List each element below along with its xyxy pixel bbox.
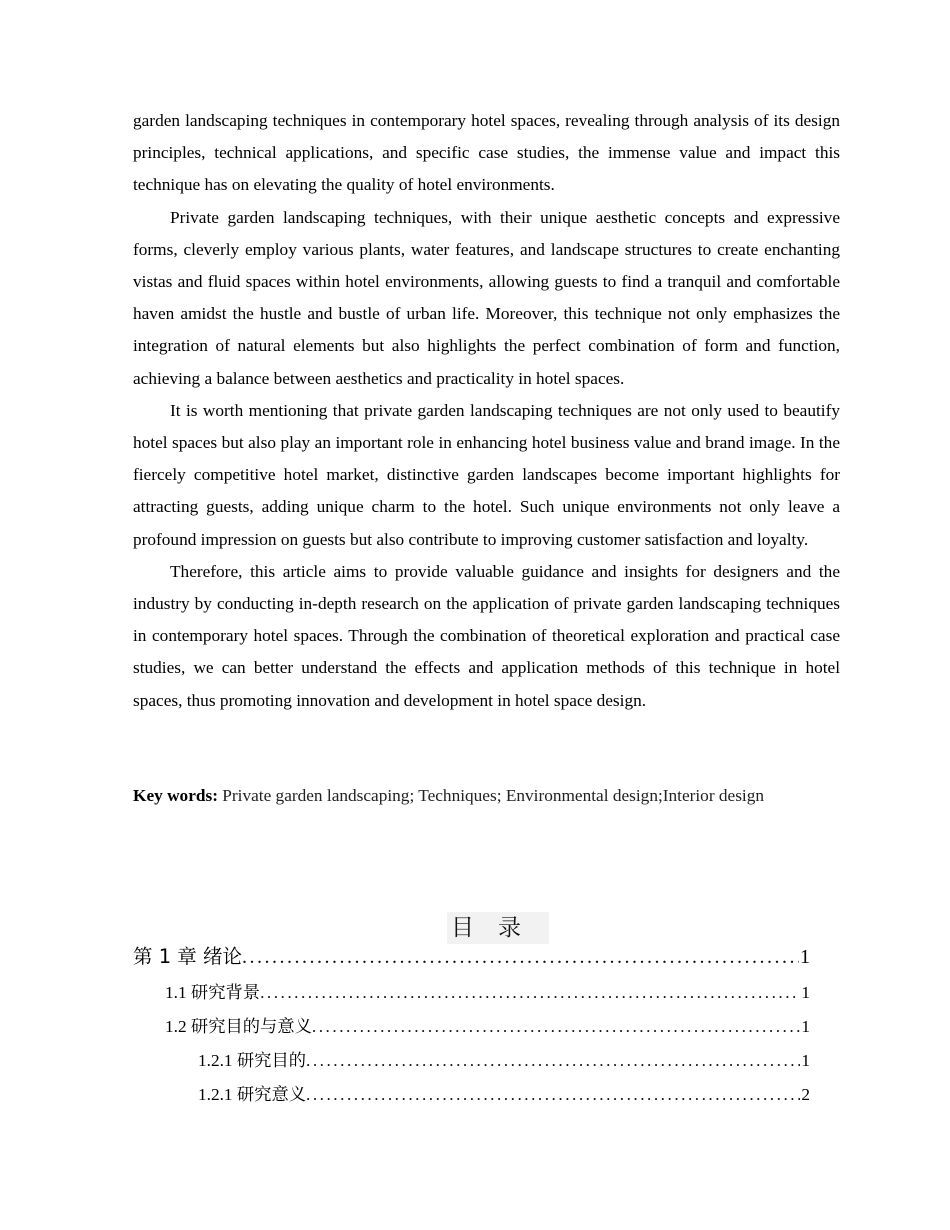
toc-leader-dots bbox=[260, 977, 800, 1009]
toc-entry[interactable] bbox=[165, 977, 810, 1009]
toc-page-number: 1 bbox=[801, 1017, 810, 1036]
toc-leader-dots bbox=[312, 1011, 800, 1043]
toc-leader-dots bbox=[242, 941, 799, 973]
toc-entry-label: 1.2 研究目的与意义 bbox=[165, 1017, 312, 1036]
toc-title: 目录 bbox=[447, 912, 549, 944]
toc-entry[interactable] bbox=[133, 941, 810, 973]
toc-leader-dots bbox=[306, 1079, 800, 1111]
toc-entry-label: 第 1 章 绪论 bbox=[133, 945, 243, 968]
abstract-paragraph: It is worth mentioning that private garden landscaping techniques are not only used to beautify hotel spaces but also play an important role in enhancing hotel business value and brand image. In the fiercely competitive hotel market, distinctive garden landscapes become important highlights for attracting guests, adding unique charm to the hotel. Such unique environments not only leave a profound impression on guests but also contribute to improving customer satisfaction and loyalty. bbox=[133, 400, 840, 549]
toc-entry[interactable] bbox=[165, 1011, 810, 1043]
keywords-value: Private garden landscaping; Techniques; Environmental design;Interior design bbox=[217, 786, 765, 805]
toc-page-number: 2 bbox=[801, 1085, 810, 1104]
toc-leader-dots bbox=[306, 1045, 800, 1077]
toc-page-number: 1 bbox=[800, 946, 810, 968]
keywords-line bbox=[133, 780, 853, 812]
abstract-body bbox=[133, 105, 840, 717]
abstract-paragraph: garden landscaping techniques in contemporary hotel spaces, revealing through analysis of its design principles, technical applications, and specific case studies, the immense value and impact this technique has on elevating the quality of hotel environments. bbox=[133, 111, 840, 195]
toc-entry-label: 1.2.1 研究意义 bbox=[198, 1085, 307, 1104]
toc-entry-label: 1.2.1 研究目的 bbox=[198, 1051, 307, 1070]
toc-entry[interactable] bbox=[198, 1045, 810, 1077]
toc-page-number: 1 bbox=[801, 983, 810, 1002]
abstract-paragraph: Therefore, this article aims to provide valuable guidance and insights for designers and the industry by conducting in-depth research on the application of private garden landscaping techniques in contemporary hotel spaces. Through the combination of theoretical exploration and practical case studies, we can better understand the effects and application methods of this technique in hotel spaces, thus promoting innovation and development in hotel space design. bbox=[133, 561, 840, 710]
toc-page-number: 1 bbox=[801, 1051, 810, 1070]
abstract-paragraph: Private garden landscaping techniques, with their unique aesthetic concepts and expressive forms, cleverly employ various plants, water features, and landscape structures to create enchanting vistas and fluid spaces within hotel environments, allowing guests to find a tranquil and comfortable haven amidst the hustle and bustle of urban life. Moreover, this technique not only emphasizes the integration of natural elements but also highlights the perfect combination of form and function, achieving a balance between aesthetics and practicality in hotel spaces. bbox=[133, 207, 840, 388]
keywords-label: Key words: bbox=[133, 786, 218, 805]
toc-entry[interactable] bbox=[198, 1079, 810, 1111]
toc-entry-label: 1.1 研究背景 bbox=[165, 983, 261, 1002]
